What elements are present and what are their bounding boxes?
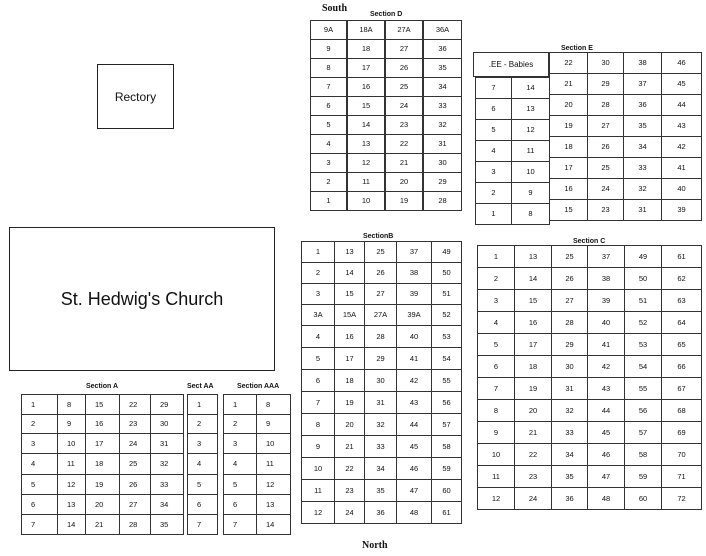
plot-a-29: 29 xyxy=(150,394,184,415)
plot-a-24: 24 xyxy=(119,433,151,454)
plot-a-11: 11 xyxy=(57,453,86,475)
plot-e-29: 29 xyxy=(587,73,624,95)
plot-e-26: 26 xyxy=(587,136,624,158)
plot-d-35: 35 xyxy=(423,58,462,78)
plot-a-31: 31 xyxy=(150,433,184,454)
plot-c-35: 35 xyxy=(551,465,588,488)
plot-c-41: 41 xyxy=(587,333,625,356)
plot-c-6: 6 xyxy=(477,355,515,378)
plot-a-5: 5 xyxy=(21,474,58,495)
plot-c-64: 64 xyxy=(661,311,702,334)
plot-e-36: 36 xyxy=(623,94,662,116)
plot-c-17: 17 xyxy=(514,333,552,356)
plot-d-36: 36 xyxy=(423,39,462,59)
plot-d-30: 30 xyxy=(423,153,462,173)
plot-a-13: 13 xyxy=(57,494,86,515)
plot-c-50: 50 xyxy=(624,267,662,290)
plot-c-70: 70 xyxy=(661,443,702,466)
plot-b-39a: 39A xyxy=(396,304,432,326)
plot-e-45: 45 xyxy=(661,73,702,95)
plot-c-19: 19 xyxy=(514,377,552,400)
plot-c-61: 61 xyxy=(661,245,702,268)
plot-e-10: 10 xyxy=(511,161,550,183)
plot-b-46: 46 xyxy=(396,457,432,480)
plot-b-38: 38 xyxy=(396,262,432,284)
plot-c-22: 22 xyxy=(514,443,552,466)
plot-aa-1: 1 xyxy=(187,394,218,415)
plot-b-22: 22 xyxy=(334,457,365,480)
plot-c-55: 55 xyxy=(624,377,662,400)
plot-b-50: 50 xyxy=(431,262,462,284)
plot-c-42: 42 xyxy=(587,355,625,378)
plot-c-7: 7 xyxy=(477,377,515,400)
plot-b-29: 29 xyxy=(364,347,397,370)
plot-b-15: 15 xyxy=(334,283,365,305)
plot-e-7: 7 xyxy=(475,77,512,99)
plot-d-4: 4 xyxy=(310,134,347,154)
section-b-title: SectionB xyxy=(363,233,394,240)
plot-d-21: 21 xyxy=(385,153,423,173)
plot-b-9: 9 xyxy=(301,435,335,458)
plot-c-23: 23 xyxy=(514,465,552,488)
plot-c-29: 29 xyxy=(551,333,588,356)
plot-c-38: 38 xyxy=(587,267,625,290)
plot-c-15: 15 xyxy=(514,289,552,312)
plot-b-28: 28 xyxy=(364,325,397,348)
plot-d-27: 27 xyxy=(385,39,423,59)
plot-aaa-5: 5 xyxy=(223,474,257,495)
plot-d-19: 19 xyxy=(385,191,423,211)
plot-e-25: 25 xyxy=(587,157,624,179)
plot-c-27: 27 xyxy=(551,289,588,312)
plot-e-3: 3 xyxy=(475,161,512,183)
plot-b-3: 3 xyxy=(301,283,335,305)
plot-b-59: 59 xyxy=(431,457,462,480)
plot-b-49: 49 xyxy=(431,241,462,263)
plot-b-48: 48 xyxy=(396,501,432,524)
plot-b-7: 7 xyxy=(301,391,335,414)
plot-c-16: 16 xyxy=(514,311,552,334)
plot-b-14: 14 xyxy=(334,262,365,284)
plot-b-24: 24 xyxy=(334,501,365,524)
plot-a-21: 21 xyxy=(85,514,120,535)
plot-b-53: 53 xyxy=(431,325,462,348)
plot-e-34: 34 xyxy=(623,136,662,158)
plot-b-20: 20 xyxy=(334,413,365,436)
plot-c-52: 52 xyxy=(624,311,662,334)
plot-a-3: 3 xyxy=(21,433,58,454)
plot-aaa-14: 14 xyxy=(256,514,291,535)
plot-e-21: 21 xyxy=(549,73,588,95)
plot-b-56: 56 xyxy=(431,391,462,414)
plot-b-5: 5 xyxy=(301,347,335,370)
plot-b-60: 60 xyxy=(431,479,462,502)
plot-e-16: 16 xyxy=(549,178,588,200)
plot-c-11: 11 xyxy=(477,465,515,488)
plot-b-36: 36 xyxy=(364,501,397,524)
plot-a-16: 16 xyxy=(85,414,120,434)
plot-aaa-8: 8 xyxy=(256,394,291,415)
plot-d-9a: 9A xyxy=(310,20,347,40)
plot-d-20: 20 xyxy=(385,172,423,192)
plot-b-8: 8 xyxy=(301,413,335,436)
plot-d-3: 3 xyxy=(310,153,347,173)
plot-d-14: 14 xyxy=(347,115,385,135)
plot-e-19: 19 xyxy=(549,115,588,137)
plot-c-56: 56 xyxy=(624,399,662,422)
plot-d-6: 6 xyxy=(310,96,347,116)
plot-c-9: 9 xyxy=(477,421,515,444)
plot-b-61: 61 xyxy=(431,501,462,524)
plot-c-3: 3 xyxy=(477,289,515,312)
plot-a-19: 19 xyxy=(85,474,120,495)
plot-d-2: 2 xyxy=(310,172,347,192)
church-building: St. Hedwig's Church xyxy=(9,227,275,371)
plot-b-34: 34 xyxy=(364,457,397,480)
plot-b-4: 4 xyxy=(301,325,335,348)
plot-e-33: 33 xyxy=(623,157,662,179)
plot-b-11: 11 xyxy=(301,479,335,502)
plot-a-14: 14 xyxy=(57,514,86,535)
plot-a-12: 12 xyxy=(57,474,86,495)
plot-d-8: 8 xyxy=(310,58,347,78)
plot-b-13: 13 xyxy=(334,241,365,263)
plot-b-16: 16 xyxy=(334,325,365,348)
plot-b-52: 52 xyxy=(431,304,462,326)
plot-d-11: 11 xyxy=(347,172,385,192)
plot-c-68: 68 xyxy=(661,399,702,422)
plot-e-43: 43 xyxy=(661,115,702,137)
plot-aaa-9: 9 xyxy=(256,414,291,434)
plot-aaa-7: 7 xyxy=(223,514,257,535)
plot-b-30: 30 xyxy=(364,369,397,392)
plot-c-30: 30 xyxy=(551,355,588,378)
plot-b-12: 12 xyxy=(301,501,335,524)
plot-b-27: 27 xyxy=(364,283,397,305)
plot-a-1: 1 xyxy=(21,394,58,415)
section-aa-title: Sect AA xyxy=(187,383,214,390)
plot-a-7: 7 xyxy=(21,514,58,535)
plot-c-12: 12 xyxy=(477,487,515,510)
plot-b-3a: 3A xyxy=(301,304,335,326)
plot-b-39: 39 xyxy=(396,283,432,305)
plot-aaa-2: 2 xyxy=(223,414,257,434)
plot-c-34: 34 xyxy=(551,443,588,466)
plot-b-58: 58 xyxy=(431,435,462,458)
section-c-title: Section C xyxy=(573,238,606,245)
plot-e-27: 27 xyxy=(587,115,624,137)
plot-d-27a: 27A xyxy=(385,20,423,40)
plot-b-55: 55 xyxy=(431,369,462,392)
plot-e-38: 38 xyxy=(623,52,662,74)
plot-d-12: 12 xyxy=(347,153,385,173)
plot-a-30: 30 xyxy=(150,414,184,434)
plot-aaa-12: 12 xyxy=(256,474,291,495)
plot-e-28: 28 xyxy=(587,94,624,116)
plot-b-47: 47 xyxy=(396,479,432,502)
plot-d-36a: 36A xyxy=(423,20,462,40)
plot-d-15: 15 xyxy=(347,96,385,116)
plot-d-17: 17 xyxy=(347,58,385,78)
plot-b-43: 43 xyxy=(396,391,432,414)
plot-e-42: 42 xyxy=(661,136,702,158)
plot-b-37: 37 xyxy=(396,241,432,263)
plot-e-35: 35 xyxy=(623,115,662,137)
plot-b-41: 41 xyxy=(396,347,432,370)
plot-c-1: 1 xyxy=(477,245,515,268)
plot-c-21: 21 xyxy=(514,421,552,444)
plot-c-36: 36 xyxy=(551,487,588,510)
plot-b-1: 1 xyxy=(301,241,335,263)
plot-e-24: 24 xyxy=(587,178,624,200)
plot-d-29: 29 xyxy=(423,172,462,192)
plot-aaa-3: 3 xyxy=(223,433,257,454)
plot-e-41: 41 xyxy=(661,157,702,179)
plot-a-15: 15 xyxy=(85,394,120,415)
plot-e-44: 44 xyxy=(661,94,702,116)
plot-e-18: 18 xyxy=(549,136,588,158)
plot-c-48: 48 xyxy=(587,487,625,510)
plot-e-20: 20 xyxy=(549,94,588,116)
section-d-title: Section D xyxy=(370,11,403,18)
plot-d-28: 28 xyxy=(423,191,462,211)
plot-c-37: 37 xyxy=(587,245,625,268)
plot-a-34: 34 xyxy=(150,494,184,515)
plot-a-20: 20 xyxy=(85,494,120,515)
plot-d-33: 33 xyxy=(423,96,462,116)
plot-b-18: 18 xyxy=(334,369,365,392)
plot-b-10: 10 xyxy=(301,457,335,480)
plot-b-40: 40 xyxy=(396,325,432,348)
plot-c-69: 69 xyxy=(661,421,702,444)
plot-b-57: 57 xyxy=(431,413,462,436)
plot-e-9: 9 xyxy=(511,182,550,204)
plot-a-18: 18 xyxy=(85,453,120,475)
plot-c-31: 31 xyxy=(551,377,588,400)
plot-d-26: 26 xyxy=(385,58,423,78)
section-e-title: Section E xyxy=(561,45,593,52)
plot-a-10: 10 xyxy=(57,433,86,454)
plot-a-22: 22 xyxy=(119,394,151,415)
plot-c-43: 43 xyxy=(587,377,625,400)
plot-aa-2: 2 xyxy=(187,414,218,434)
plot-c-18: 18 xyxy=(514,355,552,378)
plot-aaa-13: 13 xyxy=(256,494,291,515)
plot-c-2: 2 xyxy=(477,267,515,290)
plot-c-63: 63 xyxy=(661,289,702,312)
plot-e-4: 4 xyxy=(475,140,512,162)
plot-b-45: 45 xyxy=(396,435,432,458)
plot-d-23: 23 xyxy=(385,115,423,135)
plot-b-15a: 15A xyxy=(334,304,365,326)
plot-c-65: 65 xyxy=(661,333,702,356)
plot-c-4: 4 xyxy=(477,311,515,334)
plot-e-17: 17 xyxy=(549,157,588,179)
plot-c-60: 60 xyxy=(624,487,662,510)
plot-d-31: 31 xyxy=(423,134,462,154)
plot-d-16: 16 xyxy=(347,77,385,97)
plot-e-23: 23 xyxy=(587,199,624,221)
plot-e-2: 2 xyxy=(475,182,512,204)
plot-c-8: 8 xyxy=(477,399,515,422)
plot-c-20: 20 xyxy=(514,399,552,422)
plot-d-1: 1 xyxy=(310,191,347,211)
plot-c-24: 24 xyxy=(514,487,552,510)
plot-b-21: 21 xyxy=(334,435,365,458)
plot-b-54: 54 xyxy=(431,347,462,370)
section-a-title: Section A xyxy=(86,383,119,390)
plot-c-47: 47 xyxy=(587,465,625,488)
plot-c-49: 49 xyxy=(624,245,662,268)
plot-e-40: 40 xyxy=(661,178,702,200)
plot-e-37: 37 xyxy=(623,73,662,95)
plot-c-58: 58 xyxy=(624,443,662,466)
plot-b-51: 51 xyxy=(431,283,462,305)
plot-b-33: 33 xyxy=(364,435,397,458)
plot-c-40: 40 xyxy=(587,311,625,334)
plot-a-35: 35 xyxy=(150,514,184,535)
plot-c-53: 53 xyxy=(624,333,662,356)
plot-d-10: 10 xyxy=(347,191,385,211)
plot-b-26: 26 xyxy=(364,262,397,284)
plot-b-27a: 27A xyxy=(364,304,397,326)
plot-aaa-10: 10 xyxy=(256,433,291,454)
plot-b-6: 6 xyxy=(301,369,335,392)
plot-a-32: 32 xyxy=(150,453,184,475)
plot-aaa-6: 6 xyxy=(223,494,257,515)
plot-d-32: 32 xyxy=(423,115,462,135)
plot-b-42: 42 xyxy=(396,369,432,392)
plot-a-17: 17 xyxy=(85,433,120,454)
plot-c-44: 44 xyxy=(587,399,625,422)
plot-c-57: 57 xyxy=(624,421,662,444)
plot-e-5: 5 xyxy=(475,119,512,141)
plot-e-31: 31 xyxy=(623,199,662,221)
plot-e-32: 32 xyxy=(623,178,662,200)
plot-e-11: 11 xyxy=(511,140,550,162)
plot-c-39: 39 xyxy=(587,289,625,312)
plot-e-14: 14 xyxy=(511,77,550,99)
plot-b-35: 35 xyxy=(364,479,397,502)
plot-d-7: 7 xyxy=(310,77,347,97)
plot-c-25: 25 xyxy=(551,245,588,268)
plot-c-33: 33 xyxy=(551,421,588,444)
plot-a-6: 6 xyxy=(21,494,58,515)
plot-d-18: 18 xyxy=(347,39,385,59)
plot-e-30: 30 xyxy=(587,52,624,74)
plot-c-32: 32 xyxy=(551,399,588,422)
plot-aa-6: 6 xyxy=(187,494,218,515)
plot-c-67: 67 xyxy=(661,377,702,400)
plot-c-28: 28 xyxy=(551,311,588,334)
plot-a-2: 2 xyxy=(21,414,58,434)
babies-section-label: .EE - Babies xyxy=(473,52,549,77)
plot-d-34: 34 xyxy=(423,77,462,97)
plot-c-14: 14 xyxy=(514,267,552,290)
plot-d-5: 5 xyxy=(310,115,347,135)
plot-b-31: 31 xyxy=(364,391,397,414)
plot-a-26: 26 xyxy=(119,474,151,495)
plot-aaa-1: 1 xyxy=(223,394,257,415)
plot-a-28: 28 xyxy=(119,514,151,535)
plot-d-22: 22 xyxy=(385,134,423,154)
section-aaa-title: Section AAA xyxy=(237,383,280,390)
plot-c-66: 66 xyxy=(661,355,702,378)
plot-a-25: 25 xyxy=(119,453,151,475)
plot-a-23: 23 xyxy=(119,414,151,434)
plot-c-51: 51 xyxy=(624,289,662,312)
plot-c-5: 5 xyxy=(477,333,515,356)
plot-e-46: 46 xyxy=(661,52,702,74)
plot-c-10: 10 xyxy=(477,443,515,466)
plot-aa-5: 5 xyxy=(187,474,218,495)
plot-a-33: 33 xyxy=(150,474,184,495)
plot-d-25: 25 xyxy=(385,77,423,97)
plot-b-2: 2 xyxy=(301,262,335,284)
rectory-building: Rectory xyxy=(97,64,174,129)
plot-e-8: 8 xyxy=(511,203,550,225)
plot-e-39: 39 xyxy=(661,199,702,221)
plot-c-71: 71 xyxy=(661,465,702,488)
plot-a-8: 8 xyxy=(57,394,86,415)
plot-c-62: 62 xyxy=(661,267,702,290)
plot-d-9: 9 xyxy=(310,39,347,59)
plot-a-9: 9 xyxy=(57,414,86,434)
plot-a-27: 27 xyxy=(119,494,151,515)
plot-d-18a: 18A xyxy=(347,20,385,40)
plot-b-17: 17 xyxy=(334,347,365,370)
plot-c-46: 46 xyxy=(587,443,625,466)
plot-c-59: 59 xyxy=(624,465,662,488)
plot-b-23: 23 xyxy=(334,479,365,502)
plot-aa-7: 7 xyxy=(187,514,218,535)
plot-aa-4: 4 xyxy=(187,453,218,475)
plot-c-54: 54 xyxy=(624,355,662,378)
plot-c-26: 26 xyxy=(551,267,588,290)
plot-d-24: 24 xyxy=(385,96,423,116)
compass-north-label: North xyxy=(362,540,388,551)
plot-b-32: 32 xyxy=(364,413,397,436)
plot-b-44: 44 xyxy=(396,413,432,436)
plot-b-19: 19 xyxy=(334,391,365,414)
plot-e-13: 13 xyxy=(511,98,550,120)
plot-aaa-4: 4 xyxy=(223,453,257,475)
plot-aa-3: 3 xyxy=(187,433,218,454)
compass-south-label: South xyxy=(322,3,348,14)
plot-c-72: 72 xyxy=(661,487,702,510)
plot-a-4: 4 xyxy=(21,453,58,475)
plot-e-15: 15 xyxy=(549,199,588,221)
plot-c-13: 13 xyxy=(514,245,552,268)
plot-e-22: 22 xyxy=(549,52,588,74)
plot-aaa-11: 11 xyxy=(256,453,291,475)
plot-d-13: 13 xyxy=(347,134,385,154)
plot-b-25: 25 xyxy=(364,241,397,263)
plot-e-6: 6 xyxy=(475,98,512,120)
plot-e-12: 12 xyxy=(511,119,550,141)
plot-c-45: 45 xyxy=(587,421,625,444)
plot-e-1: 1 xyxy=(475,203,512,225)
